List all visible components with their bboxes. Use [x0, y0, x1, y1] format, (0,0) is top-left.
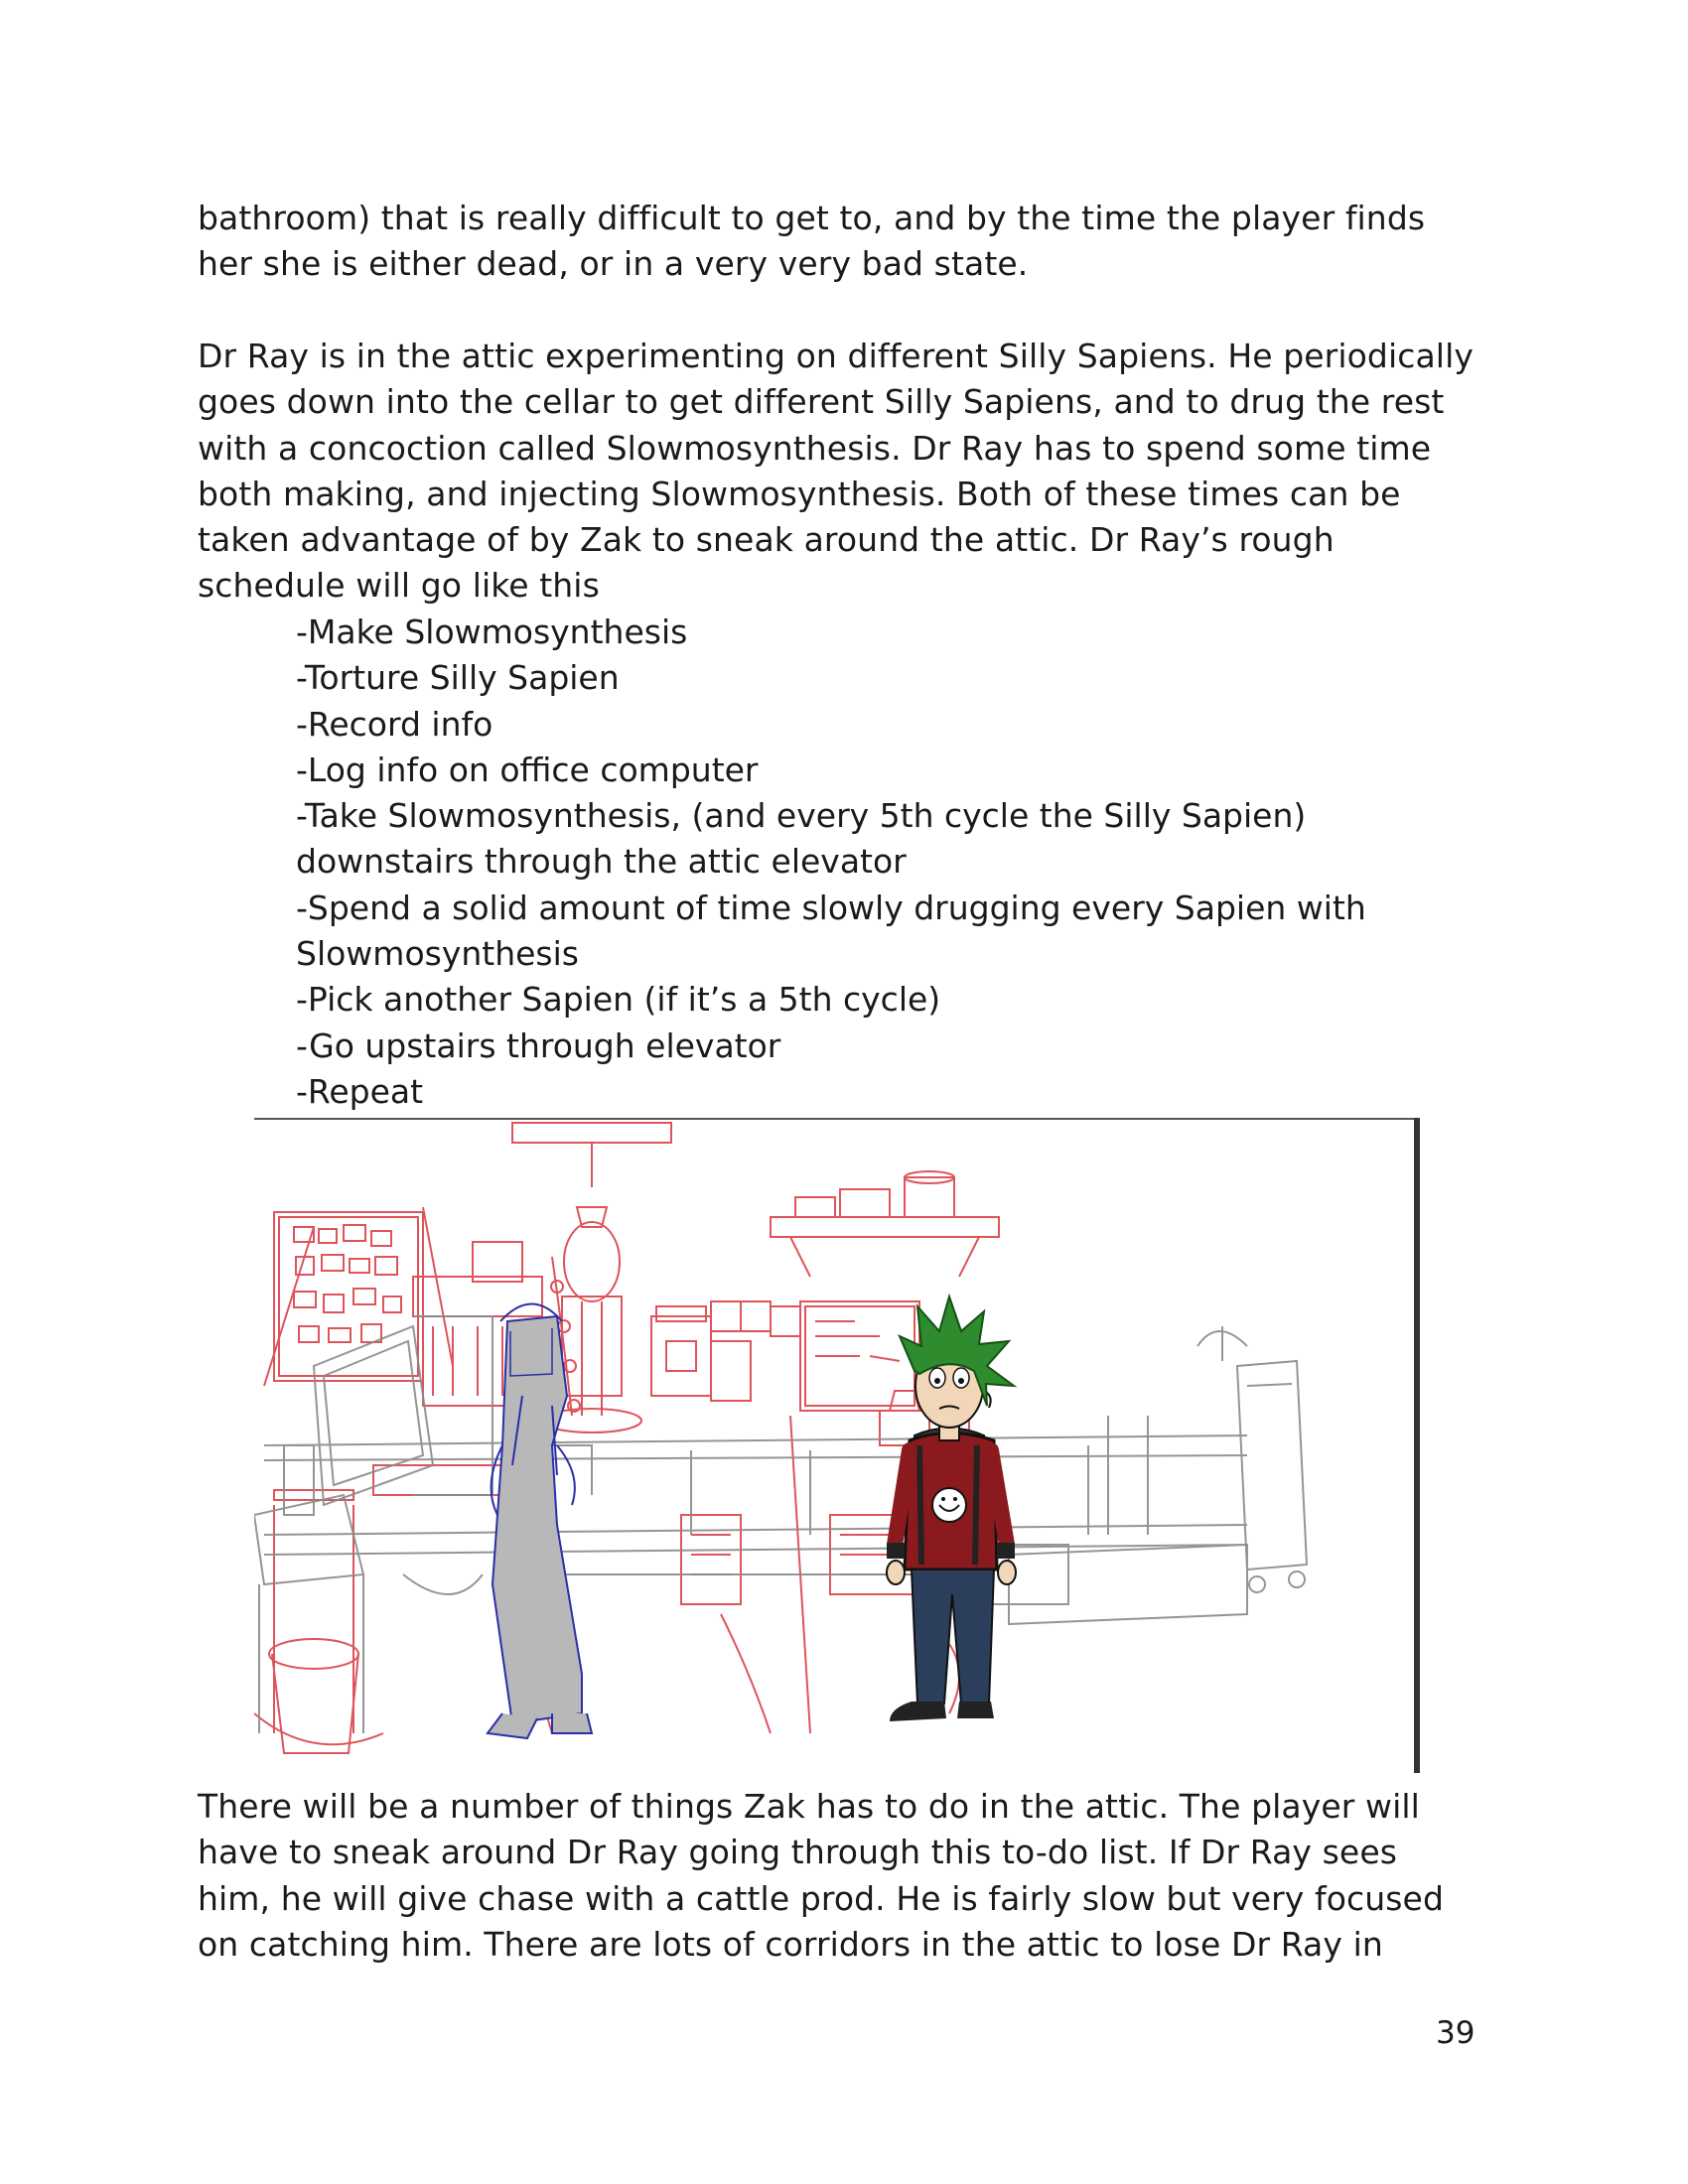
- paragraph-line: Dr Ray is in the attic experimenting on different Silly Sapiens. He periodically: [198, 337, 1474, 375]
- schedule-item: Slowmosynthesis: [296, 934, 579, 974]
- paragraph-line: on catching him. There are lots of corridors in the attic to lose Dr Ray in: [198, 1924, 1383, 1964]
- schedule-list: [296, 610, 1438, 1115]
- gray-sketch-layer: [254, 1316, 1307, 1733]
- paragraph-line: There will be a number of things Zak has to do in the attic. The player will: [198, 1787, 1420, 1826]
- paragraph-line: bathroom) that is really difficult to get to, and by the time the player finds: [198, 199, 1426, 237]
- schedule-item: -Log info on office computer: [296, 750, 759, 789]
- schedule-item: -Make Slowmosynthesis: [296, 613, 688, 651]
- schedule-item: downstairs through the attic elevator: [296, 842, 907, 882]
- schedule-item: -Record info: [296, 704, 493, 744]
- red-sketch-layer: [254, 1123, 1009, 1753]
- zak-character: [887, 1297, 1016, 1721]
- schedule-item: -Pick another Sapien (if it’s a 5th cycle): [296, 980, 941, 1020]
- paragraph-line: both making, and injecting Slowmosynthesis. Both of these times can be: [198, 474, 1401, 513]
- paragraph-line: taken advantage of by Zak to sneak around the attic. Dr Ray’s rough: [198, 520, 1335, 560]
- flask: [564, 1222, 620, 1301]
- schedule-item: -Repeat: [296, 1071, 424, 1111]
- paragraph-line: schedule will go like this: [198, 566, 600, 606]
- paragraph-line: her she is either dead, or in a very very bad state.: [198, 244, 1029, 284]
- schedule-item: -Spend a solid amount of time slowly drugging every Sapien with: [296, 887, 1366, 927]
- schedule-item: -Take Slowmosynthesis, (and every 5th cycle the Silly Sapien): [296, 796, 1307, 836]
- paragraph-3: [198, 1784, 1488, 1968]
- attic-sketch-svg: [254, 1118, 1420, 1773]
- attic-sketch-illustration: [254, 1118, 1420, 1773]
- schedule-item: -Torture Silly Sapien: [296, 658, 620, 698]
- schedule-item: -Go upstairs through elevator: [296, 1025, 781, 1065]
- paragraph-line: with a concoction called Slowmosynthesis. Dr Ray has to spend some time: [198, 428, 1432, 468]
- paragraph-2: [198, 334, 1488, 610]
- paragraph-1: [198, 196, 1488, 288]
- page-number: 39: [1436, 2015, 1476, 2051]
- wall-shelf: [771, 1217, 999, 1237]
- paragraph-line: goes down into the cellar to get different Silly Sapiens, and to drug the rest: [198, 382, 1445, 422]
- paragraph-line: have to sneak around Dr Ray going through this to-do list. If Dr Ray sees: [198, 1833, 1398, 1872]
- paragraph-line: him, he will give chase with a cattle prod. He is fairly slow but very focused: [198, 1878, 1444, 1918]
